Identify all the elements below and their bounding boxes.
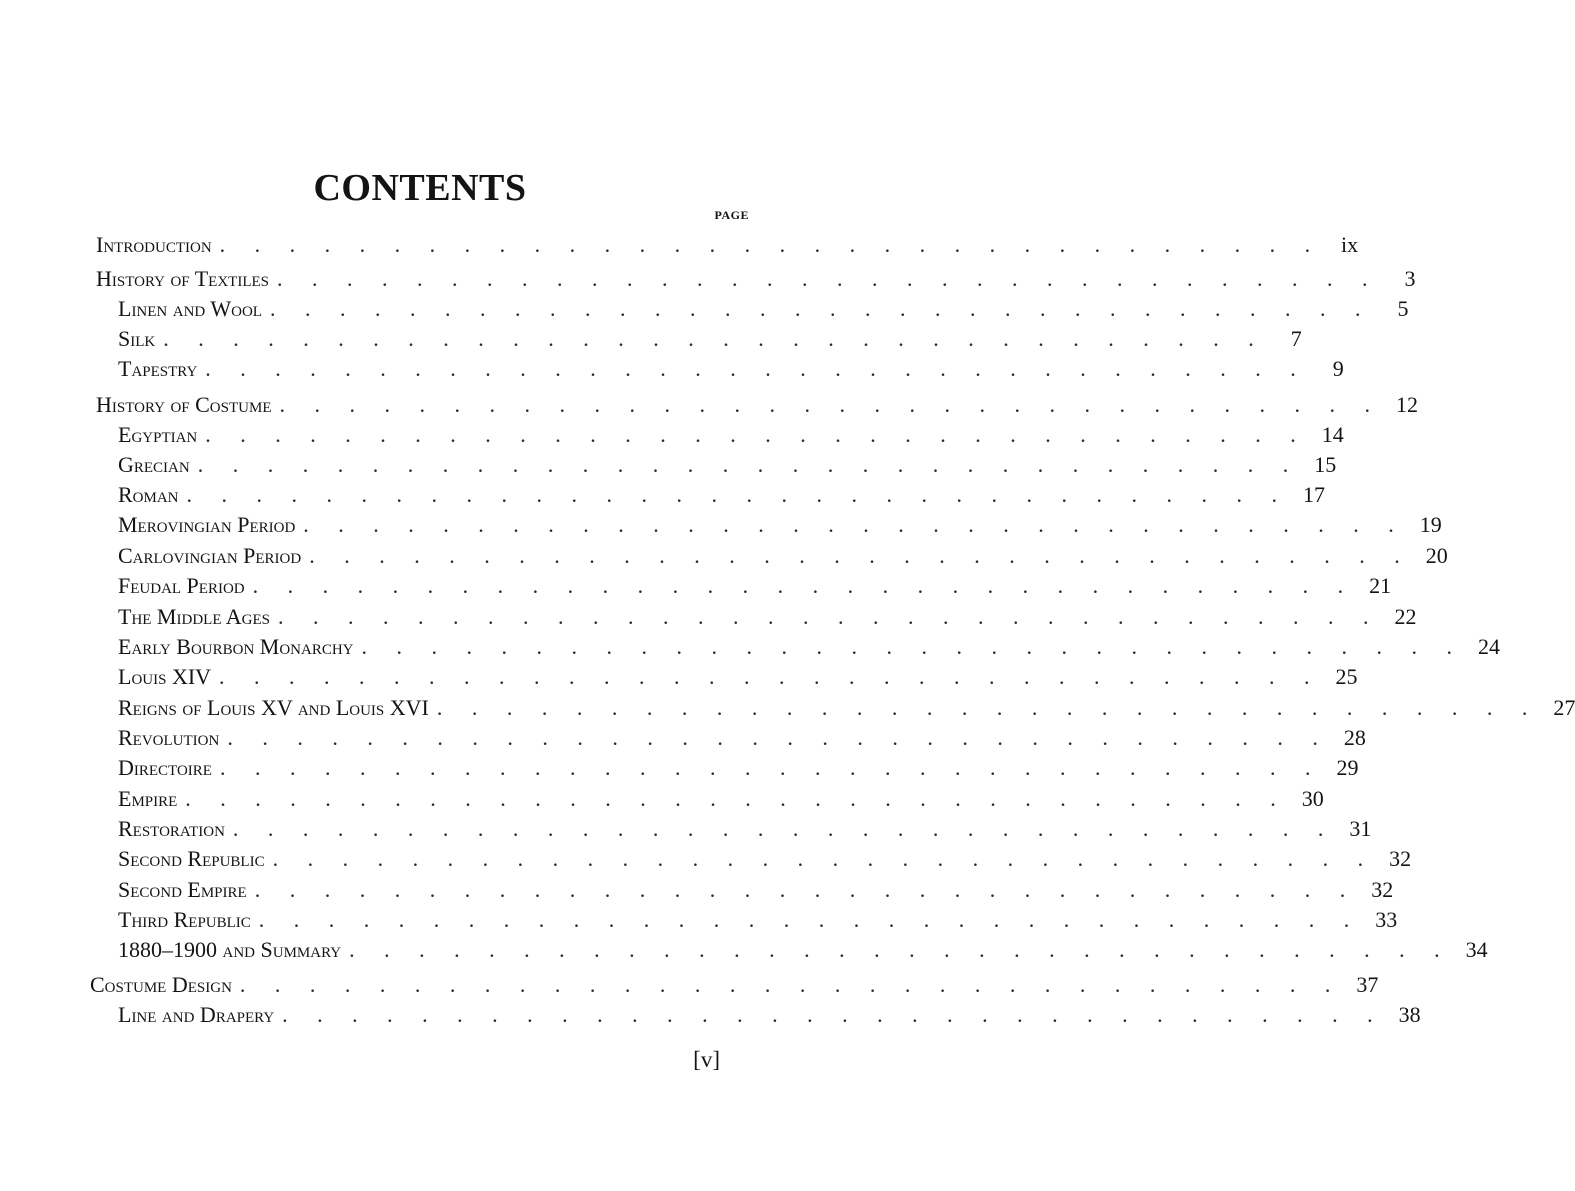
toc-entry-page: 30 [1301,786,1324,811]
toc-entry-the-middle-ages[interactable] [118,604,1417,634]
toc-entry-grecian[interactable] [118,452,1337,482]
toc-entry-revolution[interactable] [118,725,1366,755]
dot-leader: . . . . . . . . . . . . . . . . . . . . . . . . . . . . . . . . [227,725,1330,750]
toc-entry-history-of-textiles[interactable] [96,266,1416,296]
toc-entry-page: 33 [1375,907,1398,932]
toc-entry-label: Feudal Period [118,573,245,598]
toc-entry-label: Tapestry [118,356,198,381]
dot-leader: . . . . . . . . . . . . . . . . . . . . . . . . . . . . . . . . [361,634,1465,659]
dot-leader: . . . . . . . . . . . . . . . . . . . . . . . . . . . . . . . . [272,846,1376,871]
toc-entry-introduction[interactable] [96,232,1359,262]
toc-entry-page: 12 [1395,392,1418,417]
toc-entry-label: Linen and Wool [118,296,262,321]
toc-entry-second-empire[interactable] [118,877,1394,907]
toc-entry-label: The Middle Ages [118,604,270,629]
toc-entry-label: Roman [118,482,179,507]
dot-leader: . . . . . . . . . . . . . . . . . . . . . . . . . . . . . . . . [205,422,1308,447]
toc-entry-label: Introduction [96,232,212,257]
toc-entry-page: 32 [1389,846,1412,871]
dot-leader: . . . . . . . . . . . . . . . . . . . . . . . . . . . . . . . . [219,755,1323,780]
toc-entry-label: Second Empire [118,877,247,902]
toc-entry-merovingian-period[interactable] [118,512,1442,542]
toc-entry-egyptian[interactable] [118,422,1344,452]
toc-entry-page: 29 [1336,755,1359,780]
dot-leader: . . . . . . . . . . . . . . . . . . . . . . . . . . . . . . . . [436,695,1540,720]
toc-entry-page: 27 [1553,695,1575,720]
dot-leader: . . . . . . . . . . . . . . . . . . . . . . . . . . . . . . . . [185,786,1288,811]
toc-entry-page: 21 [1369,573,1392,598]
toc-entry-label: Directoire [118,755,212,780]
toc-entry-label: History of Textiles [96,266,269,291]
toc-entry-label: Reigns of Louis XV and Louis XVI [118,695,429,720]
toc-entry-label: Silk [118,326,156,351]
toc-entry-page: 7 [1290,326,1302,351]
toc-entry-label: Third Republic [118,907,251,932]
dot-leader: . . . . . . . . . . . . . . . . . . . . . . . . . . . . . . . . [349,937,1452,962]
dot-leader: . . . . . . . . . . . . . . . . . . . . . . . . . . . . . . . . [232,816,1336,841]
dot-leader: . . . . . . . . . . . . . . . . . . . . . . . . . . . . . . . . [303,512,1406,537]
toc-entry-page: 22 [1394,604,1417,629]
toc-entry-page: 38 [1398,1002,1421,1027]
toc-entry-label: Restoration [118,816,225,841]
dot-leader: . . . . . . . . . . . . . . . . . . . . . . . . . . . . . . . . [219,232,1323,257]
toc-entry-page: 15 [1314,452,1337,477]
toc-entry-1880-1900-and-summary[interactable] [118,937,1488,967]
dot-leader: . . . . . . . . . . . . . . . . . . . . . . . . . . . . . . . . [252,573,1356,598]
toc-entry-reigns-of-louis-xv-and-xvi[interactable] [118,695,1575,725]
toc-entry-carlovingian-period[interactable] [118,543,1448,573]
toc-entry-early-bourbon-monarchy[interactable] [118,634,1501,664]
toc-entry-tapestry[interactable] [118,356,1344,386]
toc-entry-linen-and-wool[interactable] [118,296,1409,326]
toc-entry-page: 24 [1478,634,1501,659]
toc-entry-label: Second Republic [118,846,265,871]
toc-entry-line-and-drapery[interactable] [118,1002,1421,1032]
toc-entry-costume-design[interactable] [90,972,1379,1002]
toc-entry-page: 5 [1397,296,1409,321]
toc-entry-page: ix [1341,232,1359,257]
dot-leader: . . . . . . . . . . . . . . . . . . . . . . . . . . . . . . . . [278,604,1381,629]
dot-leader: . . . . . . . . . . . . . . . . . . . . . . . . . . . . . . . . [197,452,1301,477]
toc-entry-label: Egyptian [118,422,198,447]
toc-entry-page: 20 [1425,543,1448,568]
dot-leader: . . . . . . . . . . . . . . . . . . . . . . . . . . . . . . . . [309,543,1412,568]
toc-entry-history-of-costume[interactable] [96,392,1418,422]
toc-entry-second-republic[interactable] [118,846,1412,876]
dot-leader: . . . . . . . . . . . . . . . . . . . . . . . . . . . . . . . . [254,877,1358,902]
toc-entry-label: 1880–1900 and Summary [118,937,342,962]
toc-entry-label: Line and Drapery [118,1002,275,1027]
toc-entry-page: 3 [1404,266,1416,291]
toc-entry-page: 17 [1303,482,1326,507]
toc-entry-page: 9 [1332,356,1344,381]
toc-entry-page: 19 [1419,512,1442,537]
toc-entry-page: 34 [1465,937,1488,962]
toc-entry-empire[interactable] [118,786,1324,816]
toc-entry-directoire[interactable] [118,755,1359,785]
toc-entry-label: Early Bourbon Monarchy [118,634,354,659]
toc-entry-page: 28 [1343,725,1366,750]
page-column-label: PAGE [714,208,749,222]
dot-leader: . . . . . . . . . . . . . . . . . . . . . . . . . . . . . . . . [279,392,1382,417]
toc-entry-label: Grecian [118,452,190,477]
toc-entry-silk[interactable] [118,326,1302,356]
dot-leader: . . . . . . . . . . . . . . . . . . . . . . . . . . . . . . . . [239,972,1343,997]
toc-entry-third-republic[interactable] [118,907,1398,937]
toc-entry-roman[interactable] [118,482,1326,512]
toc-entry-label: Louis XIV [118,664,212,689]
toc-entry-label: Carlovingian Period [118,543,302,568]
dot-leader: . . . . . . . . . . . . . . . . . . . . . . . . . . . . . . . . [219,664,1322,689]
toc-entry-label: Merovingian Period [118,512,296,537]
dot-leader: . . . . . . . . . . . . . . . . . . . . . . . . . . . . . . . . [186,482,1290,507]
page-title: CONTENTS [313,167,527,209]
page-folio: [v] [693,1047,720,1072]
toc-entry-label: Costume Design [90,972,232,997]
toc-entry-label: History of Costume [96,392,272,417]
toc-entry-page: 32 [1371,877,1394,902]
toc-entry-page: 25 [1335,664,1358,689]
dot-leader: . . . . . . . . . . . . . . . . . . . . . . . . . . . . . . . . [258,907,1362,932]
toc-entry-page: 14 [1321,422,1344,447]
toc-entry-label: Empire [118,786,178,811]
dot-leader: . . . . . . . . . . . . . . . . . . . . . . . . . . . . . . . . [277,266,1380,291]
toc-entry-page: 31 [1349,816,1372,841]
dot-leader: . . . . . . . . . . . . . . . . . . . . . . . . . . . . . . . . [269,296,1373,321]
toc-entry-page: 37 [1356,972,1379,997]
toc-entry-louis-xiv[interactable] [118,664,1358,694]
dot-leader: . . . . . . . . . . . . . . . . . . . . . . . . . . . . . . . . [205,356,1308,381]
toc-entry-label: Revolution [118,725,220,750]
toc-entry-restoration[interactable] [118,816,1372,846]
dot-leader: . . . . . . . . . . . . . . . . . . . . . . . . . . . . . . . . [163,326,1266,351]
toc-entry-feudal-period[interactable] [118,573,1392,603]
dot-leader: . . . . . . . . . . . . . . . . . . . . . . . . . . . . . . . . [282,1002,1385,1027]
